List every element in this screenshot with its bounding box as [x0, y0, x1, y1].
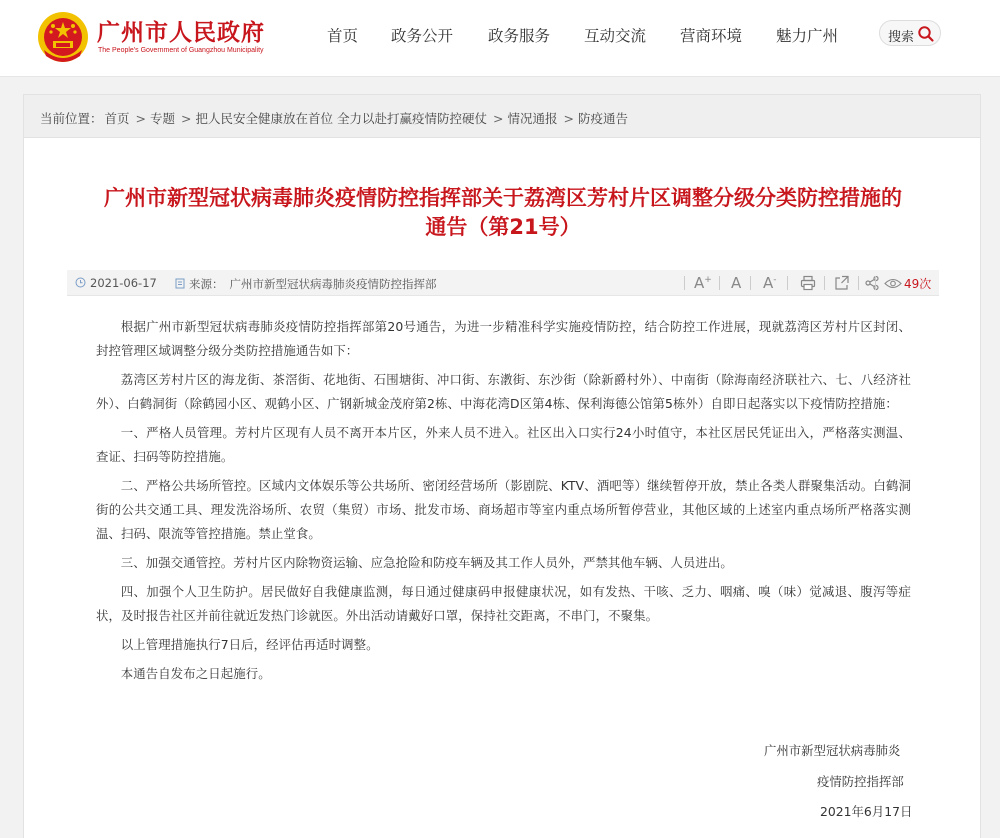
breadcrumb-home[interactable]: 首页: [104, 111, 130, 126]
breadcrumb: [23, 94, 981, 138]
eye-icon: [884, 278, 902, 289]
nav-home[interactable]: 首页: [327, 27, 359, 45]
source-value: 广州市新型冠状病毒肺炎疫情防控指挥部: [229, 277, 437, 291]
breadcrumb-current[interactable]: 防疫通告: [577, 111, 628, 126]
national-emblem-icon[interactable]: [36, 10, 90, 66]
document-icon: [175, 278, 185, 289]
publish-date-value: 2021-06-17: [90, 276, 157, 290]
article-title: [24, 184, 982, 242]
breadcrumb-prefix: 当前位置：: [40, 111, 103, 126]
breadcrumb-separator: >: [181, 111, 192, 126]
font-decrease-button[interactable]: A-: [763, 274, 777, 292]
article-body: [96, 315, 911, 691]
breadcrumb-topic[interactable]: 专题: [150, 111, 176, 126]
nav-charm-guangzhou[interactable]: 魅力广州: [776, 27, 839, 45]
print-icon[interactable]: [800, 275, 816, 291]
article-container: [23, 138, 981, 838]
toolbar-divider: [824, 276, 825, 290]
search-button[interactable]: [879, 20, 941, 46]
toolbar-divider: [719, 276, 720, 290]
paragraph: 一、严格人员管理。芳村片区现有人员不离开本片区，外来人员不进入。社区出入口实行24小时值守，本社区居民凭证出入，严格落实测温、查证、扫码等防控措施。: [96, 425, 911, 464]
source-label: 来源：: [189, 277, 224, 291]
article-meta-bar: [67, 270, 939, 296]
font-increase-button[interactable]: A+: [694, 274, 712, 292]
view-count: [884, 275, 931, 292]
site-title[interactable]: 广州市人民政府: [97, 20, 265, 46]
nav-gov-services[interactable]: 政务服务: [488, 27, 551, 45]
font-default-button[interactable]: A: [731, 274, 742, 292]
search-icon: [917, 25, 935, 43]
link-icon[interactable]: [864, 275, 880, 291]
nav-gov-affairs-open[interactable]: 政务公开: [391, 27, 454, 45]
nav-business-environment[interactable]: 营商环境: [680, 27, 743, 45]
site-subtitle: The People's Government of Guangzhou Municipality: [98, 47, 264, 54]
toolbar-divider: [875, 276, 876, 290]
paragraph: 以上管理措施执行7日后，经评估再适时调整。: [120, 637, 379, 652]
signature-issuer-line2: 疫情防控指挥部: [817, 774, 904, 789]
article-title-line2: 通告（第21号）: [425, 215, 581, 239]
toolbar-divider: [787, 276, 788, 290]
paragraph: 二、严格公共场所管控。区域内文体娱乐等公共场所、密闭经营场所（影剧院、KTV、酒吧等）继续暂停开放，禁止各类人群聚集活动。白鹤洞街的公共交通工具、理发洗浴场所、农贸（集贸）市场、批发市场、商场超市等室内重点场所暂停营业，其他区域的上述室内重点场所严格落实测温、扫码、限流等管控措施。禁止堂食。: [96, 478, 911, 541]
paragraph: 三、加强交通管控。芳村片区内除物资运输、应急抢险和防疫车辆及其工作人员外，严禁其他车辆、人员进出。: [120, 555, 733, 570]
clock-icon: [75, 277, 86, 288]
article-title-line1: 广州市新型冠状病毒肺炎疫情防控指挥部关于荔湾区芳村片区调整分级分类防控措施的: [104, 186, 902, 210]
toolbar-divider: [684, 276, 685, 290]
view-count-value: 49次: [904, 277, 932, 291]
nav-interaction[interactable]: 互动交流: [584, 27, 647, 45]
share-icon[interactable]: [834, 275, 850, 291]
site-header: [0, 0, 1000, 77]
signature-date: 2021年6月17日: [820, 804, 913, 819]
breadcrumb-special[interactable]: 把人民安全健康放在首位 全力以赴打赢疫情防控硬仗: [195, 111, 487, 126]
breadcrumb-separator: >: [135, 111, 147, 126]
breadcrumb-separator: >: [493, 111, 504, 126]
breadcrumb-situation[interactable]: 情况通报: [507, 111, 558, 126]
signature-issuer-line1: 广州市新型冠状病毒肺炎: [764, 743, 901, 758]
breadcrumb-separator: >: [563, 111, 574, 126]
publish-date: [75, 276, 157, 290]
toolbar-divider: [858, 276, 859, 290]
search-label: 搜索: [888, 30, 915, 45]
paragraph: 四、加强个人卫生防护。居民做好自我健康监测，每日通过健康码申报健康状况，如有发热、干咳、乏力、咽痛、嗅（味）觉减退、腹泻等症状，及时报告社区并前往就近发热门诊就医。外出活动请戴好口罩，保持社交距离，不串门，不聚集。: [96, 584, 911, 623]
paragraph: 本通告自发布之日起施行。: [120, 666, 271, 681]
paragraph: 荔湾区芳村片区的海龙街、茶滘街、花地街、石围塘街、冲口街、东漖街、东沙街（除新爵村外）、中南街（除海南经济联社六、七、八经济社外）、白鹤洞街（除鹤园小区、观鹤小区、广钢新城金茂府第2栋、中海花湾D区第4栋、保利海德公馆第5栋外）自即日起落实以下疫情防控措施：: [96, 372, 911, 411]
article-source: [175, 276, 437, 292]
toolbar-divider: [750, 276, 751, 290]
paragraph: 根据广州市新型冠状病毒肺炎疫情防控指挥部第20号通告，为进一步精准科学实施疫情防控，结合防控工作进展，现就荔湾区芳村片区封闭、封控管理区域调整分级分类防控措施通告如下：: [96, 319, 911, 358]
